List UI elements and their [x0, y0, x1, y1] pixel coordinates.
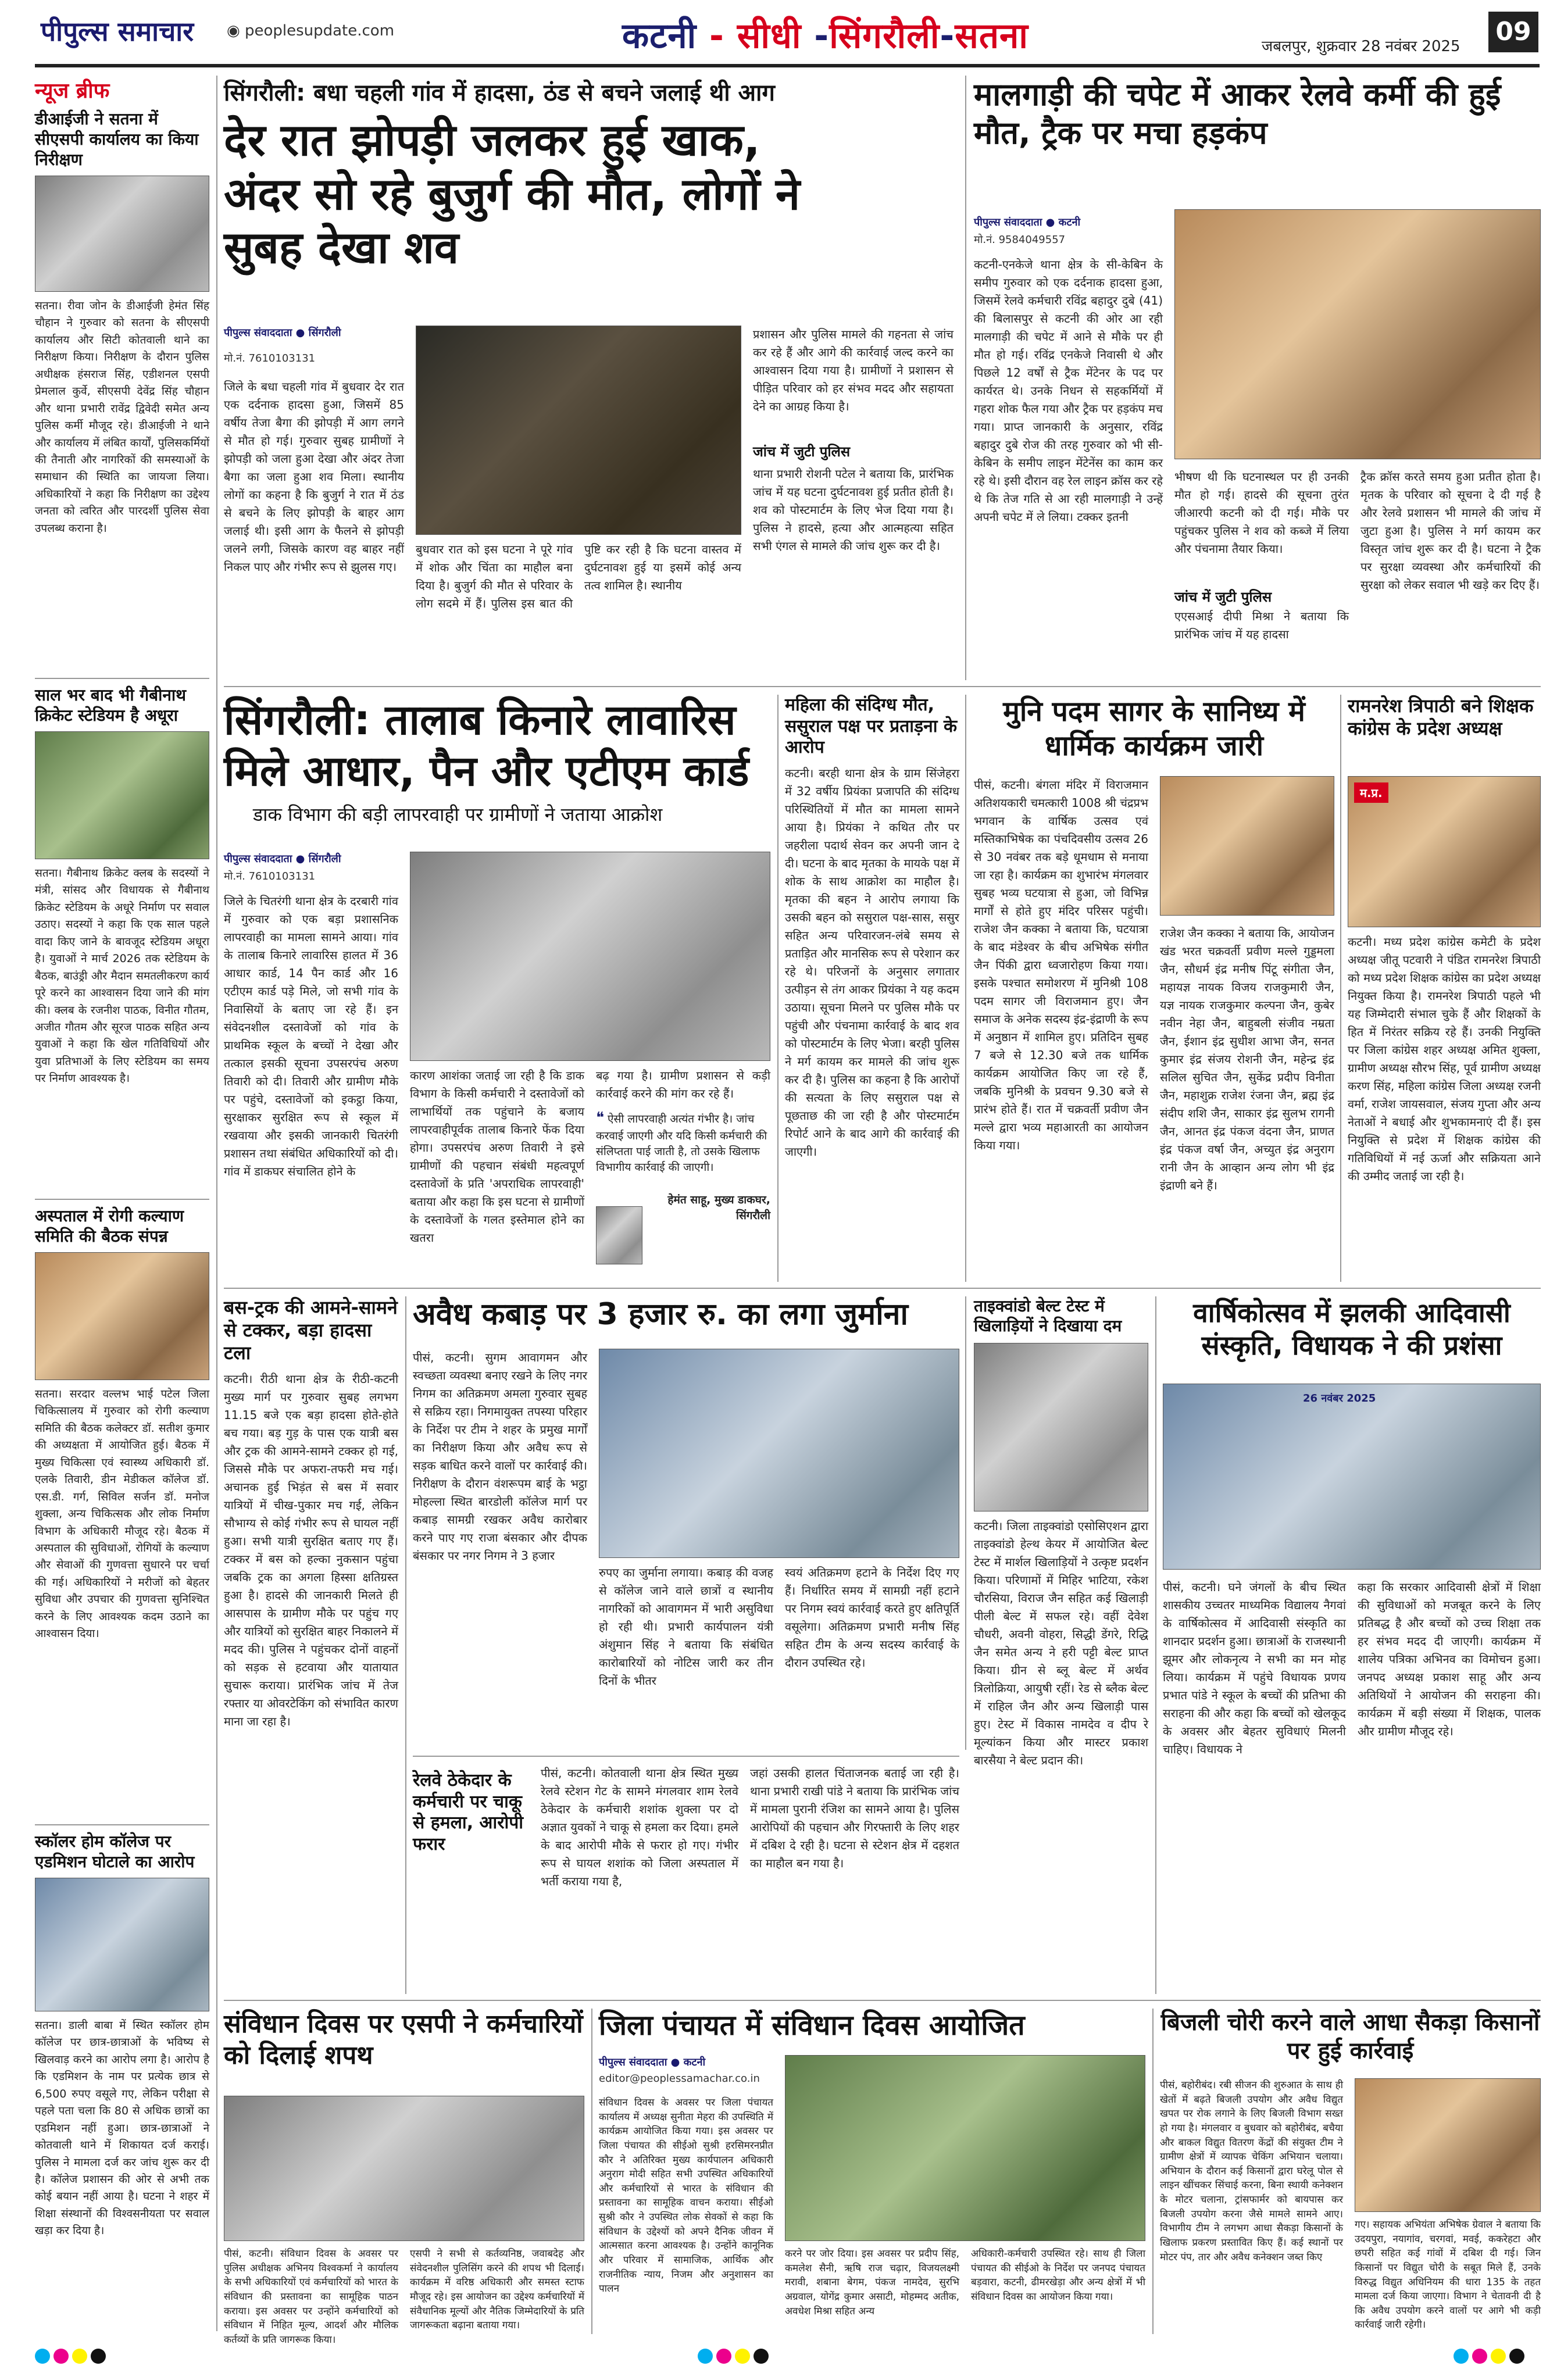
news-brief-column — [35, 76, 209, 2331]
official-portrait — [596, 1206, 642, 1264]
story-headline: वार्षिकोत्सव में झलकी आदिवासी संस्कृति, विधायक ने की प्रशंसा — [1193, 1297, 1510, 1361]
story-tripathi-appointed — [1348, 695, 1541, 1282]
story-headline: संविधान दिवस पर एसपी ने कर्मचारियों को दिलाई शपथ — [224, 2009, 583, 2070]
story-headline: महिला की संदिग्ध मौत, ससुराल पक्ष पर प्रताड़ना के आरोप — [785, 695, 958, 758]
column-divider — [405, 1296, 406, 1994]
brief-body-2: सतना। गैबीनाथ क्रिकेट क्लब के सदस्यों ने मंत्री, सांसद और विधायक से गैबीनाथ क्रिकेट स्टेडियम के अधूरे निर्माण पर सवाल उठाए। सदस्यों ने कहा कि एक साल पहले वादा किए जाने के बावजूद स्टेडियम अधूरा है। युवाओं ने मार्च 2026 तक स्टेडियम के बैठक, बाउंड्री और मैदान समतलीकरण कार्य पूरे करने का आश्वासन दिया जाने की मांग की। क्लब के रजनीश पाठक, विनीत गौतम, अजीत गौतम और सूरज पाठक सहित अन्य युवाओं ने कहा कि खेल गतिविधियों और युवा प्रतिभाओं के लिए स्टेडियम का समय पर निर्माण आवश्यक है। — [35, 867, 209, 1085]
brief-photo-1 — [35, 176, 209, 292]
site-url[interactable]: ◉ peoplesupdate.com — [227, 22, 395, 40]
story-hut-fire — [224, 76, 956, 680]
story-col-2: गए। सहायक अभियंता अभिषेक ग्रेवाल ने बताया कि उदयपुरा, नयागांव, चरगवां, मवई, ककरेहटा और छपरी सहित कई गांवों में दबिश दी गई। जिन किसानों पर विद्युत चोरी के सबूत मिले हैं, उनके विरुद्ध विद्युत अधिनियम की धारा 135 के तहत मामला दर्ज किया जाएगा। विभाग ने चेतावनी दी है कि अवैध उपयोग करने वालों पर आगे भी कड़ी कार्रवाई जारी रहेगी। — [1355, 2219, 1541, 2331]
story-col-1: जिले के बधा चहली गांव में बुधवार देर रात एक दर्दनाक हादसा हुआ, जिसमें 85 वर्षीय तेजा बैगा की झोपड़ी में आग लगने से मौत हो गई। गुरुवार सुबह ग्रामीणों ने झोपड़ी को जला हुआ देखा और अंदर तेजा बैगा का जला हुआ शव मिला। स्थानीय लोगों का कहना है कि बुजुर्ग ने रात में ठंड से बचने के लिए झोपड़ी के बाहर आग जलाई थी। इसी आग के फैलने से झोपड़ी जलने लगी, जिसके कारण वह बाहर नहीं निकल पाए और गंभीर रूप से झुलस गए। — [224, 380, 404, 574]
brief-title-1: डीआईजी ने सतना में सीएसपी कार्यालय का किया निरीक्षण — [35, 109, 199, 169]
divider — [35, 678, 209, 679]
story-col-2: बुधवार रात को इस घटना ने पूरे गांव में शोक और चिंता का माहौल बना दिया है। बुजुर्ग की मौत से परिवार के लोग सदमे में हैं। पुलिस इस बात की पुष्टि कर रही है कि घटना वास्तव में दुर्घटनावश हुई या इसमें कोई अन्य तत्व शामिल है। स्थानीय — [416, 542, 741, 610]
story-col-2: राजेश जैन कक्का ने बताया कि, आयोजन खंड भरत चक्रवर्ती प्रवीण मल्ले गुड्डमला जैन, सौधर्म इंद्र मनीष पिंटू संगीता जैन, महायज्ञ नायक विजय राजकुमारी जैन, यज्ञ नायक राजकुमार कल्पना जैन, कुबेर नवीन नेहा जैन, बाहुबली संजीव नम्रता जैन, ईशान इंद्र सुधीश आभा जैन, सनत कुमार इंद्र संजय रोशनी जैन, महेन्द्र इंद्र सलिल सुचित जैन, सुकेंद्र प्रदीप विनीता जैन, महाशुक्र राजेश रंजना जैन, ब्रह्म इंद्र संदीप शशि जैन, साकार इंद्र सुलभ रागनी जैन, आनत इंद्र पंकज वंदना जैन, प्राणत इंद्र पंकज वर्षा जैन, अच्युत इंद्र अनुराग रानी जैन के आव्हान अन्य लोग भी इंद्र इंद्राणी बने हैं। — [1160, 926, 1334, 1192]
column-divider — [777, 695, 779, 1282]
story-col-2: कहा कि सरकार आदिवासी क्षेत्रों में शिक्षा की सुविधाओं को मजबूत करने के लिए प्रतिबद्ध है और बच्चों को उच्च शिक्षा तक हर संभव मदद दी जाएगी। कार्यक्रम में शालेय पत्रिका अभिनव का विमोचन हुआ। जनपद अध्यक्ष प्रकाश साहू और अन्य अतिथियों ने आयोजन की सराहना की। कार्यक्रम में बड़ी संख्या में शिक्षक, पालक और ग्रामीण मौजूद रहे। — [1358, 1580, 1541, 1738]
yellow-dot-icon — [72, 2349, 87, 2364]
story-bus-truck — [224, 1296, 398, 1994]
cyan-dot-icon — [1454, 2349, 1469, 2364]
story-knife-attack — [413, 1764, 959, 1994]
section-divider — [224, 2000, 1541, 2001]
column-divider — [1155, 1296, 1156, 1994]
column-divider — [965, 76, 966, 680]
story-col-3b: थाना प्रभारी रोशनी पटेल ने बताया कि, प्रारंभिक जांच में यह घटना दुर्घटनावश हुई प्रतीत होती है। शव को पोस्टमार्टम के लिए भेज दिया गया है। पुलिस ने हादसे, हत्या और आत्महत्या सहित सभी एंगल से मामले की जांच शुरू कर दी है। — [753, 467, 954, 553]
story-photo-scrap — [599, 1349, 959, 1558]
story-col-1: संविधान दिवस के अवसर पर जिला पंचायत कार्यालय में अध्यक्ष सुनीता मेहरा की उपस्थिति में कार्यक्रम आयोजित किया गया। इस अवसर पर जिला पंचायत की सीईओ सुश्री हरसिमरनप्रीत कौर ने अतिरिक्त मुख्य कार्यपालन अधिकारी अनुराग मोदी सहित सभी उपस्थित अधिकारियों और कर्मचारियों से भारत के संविधान की प्रस्तावना का सामूहिक वाचन कराया। सीईओ सुश्री कौर ने उपस्थित लोक सेवकों से कहा कि संविधान के उद्देश्यों को अपने दैनिक जीवन में आत्मसात करना आवश्यक है। उन्होंने कानूनिक और परिवार में सामाजिक, आर्थिक और राजनीतिक न्याय, निजम और अनुशासन का पालन — [599, 2097, 773, 2295]
story-constitution-sp — [224, 2009, 584, 2346]
yellow-dot-icon — [1491, 2349, 1506, 2364]
column-divider — [1340, 695, 1341, 1282]
story-woman-death — [785, 695, 959, 1282]
globe-icon: ◉ — [227, 22, 245, 40]
column-divider — [965, 1296, 966, 1750]
divider — [35, 1199, 209, 1200]
print-registration-marks — [698, 2349, 772, 2366]
city-list: कटनी - सीधी -सिंगरौली-सतना — [622, 16, 1029, 56]
reporter-mobile: मो.नं. 7610103131 — [224, 352, 316, 364]
story-headline: रामनरेश त्रिपाठी बने शिक्षक कांग्रेस के प्रदेश अध्यक्ष — [1348, 695, 1534, 740]
pull-quote — [596, 1107, 770, 1223]
photo-banner-text: म.प्र. — [1354, 782, 1388, 803]
quote-icon: ❝ — [596, 1109, 604, 1127]
byline: पीपुल्स संवाददाता ● सिंगरौली — [224, 327, 341, 339]
story-body: कटनी। मध्य प्रदेश कांग्रेस कमेटी के प्रदेश अध्यक्ष जीतू पटवारी ने पंडित रामनरेश त्रिपाठी को मध्य प्रदेश शिक्षक कांग्रेस का प्रदेश अध्यक्ष नियुक्त किया है। रामनरेश त्रिपाठी पहले भी यह जिम्मेदारी संभाल चुके हैं और शिक्षकों के हित में निरंतर सक्रिय रहे हैं। उनकी नियुक्ति पर जिला कांग्रेस शहर अध्यक्ष अमित शुक्ला, ग्रामीण अध्यक्ष सौरभ सिंह, पूर्व ग्रामीण अध्यक्ष करण सिंह, महिला कांग्रेस जिला अध्यक्ष रजनी वर्मा, राजेश जायसवाल, संजय गुप्ता और अन्य नेताओं ने बधाई और शुभकामनाएं दी हैं। इस नियुक्ति से प्रदेश में शिक्षक कांग्रेस की गतिविधियों में नई ऊर्जा और सक्रियता आने की उम्मीद जताई जा रही है। — [1348, 935, 1541, 1183]
brief-title-2: साल भर बाद भी गैबीनाथ क्रिकेट स्टेडियम है अधूरा — [35, 685, 187, 725]
story-photo-burnt-hut — [416, 326, 741, 535]
magenta-dot-icon — [716, 2349, 731, 2364]
column-divider — [1152, 2009, 1154, 2334]
story-photo-cards — [410, 852, 770, 1061]
story-railway-death — [974, 76, 1541, 680]
print-registration-marks — [35, 2349, 109, 2366]
story-col-1: कटनी-एनकेजे थाना क्षेत्र के सी-केबिन के समीप गुरुवार को एक दर्दनाक हादसा हुआ, जिसमें रेलवे कर्मचारी रविंद्र बहादुर दुबे (41) की बिलासपुर से कटनी की ओर आ रही मालगाड़ी की चपेट में आने से मौके पर ही मौत हो गई। रविंद्र एनकेजे निवासी थे और पिछले 12 वर्षों से ट्रैक मेंटेनर के पद पर कार्यरत थे। उनके निधन से सहकर्मियों में गहरा शोक फैल गया और ट्रैक पर हड़कंप मच गया। प्राप्त जानकारी के अनुसार, रविंद्र बहादुर दुबे रोज की तरह गुरुवार को भी सी-केबिन के समीप लाइन मेंटेनेंस का काम कर रहे थे। इसी दौरान वह रेल लाइन क्रॉस कर रहे थे कि तेज गति से आ रही मालगाड़ी ने उन्हें अपनी चपेट में ले लिया। टक्कर इतनी — [974, 258, 1163, 524]
story-electricity-theft — [1160, 2009, 1541, 2334]
story-col-2: एसपी ने सभी से कर्तव्यनिष्ठ, जवाबदेह और संवेदनशील पुलिसिंग करने की शपथ भी दिलाई। कार्यक्रम में वरिष्ठ अधिकारी और समस्त स्टाफ मौजूद रहे। इस आयोजन का उद्देश्य कर्मचारियों में संवैधानिक मूल्यों और नैतिक जिम्मेदारियों के प्रति जागरूकता बढ़ाना बताया गया। — [410, 2248, 584, 2332]
story-col-1: पीसं, कटनी। घने जंगलों के बीच स्थित शासकीय उच्चतर माध्यमिक विद्यालय नैगवां के वार्षिकोत्सव में आदिवासी संस्कृति का शानदार प्रदर्शन हुआ। छात्राओं के राजस्थानी झूमर और लोकनृत्य ने सभी का मन मोह लिया। कार्यक्रम में पहुंचे विधायक प्रणय प्रभात पांडे ने स्कूल के बच्चों की प्रतिभा की सराहना की और कहा कि बच्चों को खेलकूद के अवसर और बेहतर सुविधाएं मिलनी चाहिए। विधायक ने — [1163, 1580, 1346, 1756]
section-divider — [224, 1288, 1541, 1289]
story-annual-function — [1163, 1296, 1541, 1994]
story-deck: डाक विभाग की बड़ी लापरवाही पर ग्रामीणों ने जताया आक्रोश — [253, 803, 663, 826]
story-col-3: स्वयं अतिक्रमण हटाने के निर्देश दिए गए हैं। निर्धारित समय में सामग्री नहीं हटाने पर निगम स्वयं कार्रवाई करते हुए क्षतिपूर्ति वसूलेगा। अतिक्रमण प्रभारी मनीष सिंह सहित टीम के अन्य सदस्य कार्रवाई के दौरान उपस्थित रहे। — [785, 1566, 959, 1670]
brand-logo: पीपुल्स समाचार — [41, 16, 194, 47]
story-headline: रेलवे ठेकेदार के कर्मचारी पर चाकू से हमला, आरोपी फरार — [413, 1770, 524, 1854]
story-col-3: ट्रैक क्रॉस करते समय हुआ प्रतीत होता है। मृतक के परिवार को सूचना दे दी गई है और रेलवे प्रशासन भी मामले की जांच में जुटा हुआ है। पुलिस ने मर्ग कायम कर विस्तृत जांच शुरू कर दी है। घटना ने ट्रैक पर सुरक्षा व्यवस्था और कर्मचारियों की सुरक्षा को लेकर सवाल भी खड़े कर दिए हैं। — [1360, 470, 1541, 592]
byline: पीपुल्स संवाददाता ● कटनी — [599, 2056, 706, 2068]
story-col-2: जहां उसकी हालत चिंताजनक बताई जा रही है। थाना प्रभारी राखी पांडे ने बताया कि प्रारंभिक जांच में मामला पुरानी रंजिश का सामने आया है। पुलिस आरोपियों की पहचान और गिरफ्तारी के लिए शहर में दबिश दे रही है। घटना से स्टेशन क्षेत्र में दहशत का माहौल बन गया है। — [750, 1766, 959, 1870]
byline: पीपुल्स संवाददाता ● सिंगरौली — [224, 853, 341, 865]
news-brief-tag: न्यूज ब्रीफ — [35, 78, 110, 103]
story-col-1: पीसं, कटनी। सुगम आवागमन और स्वच्छता व्यवस्था बनाए रखने के लिए नगर निगम का अतिक्रमण अमला गुरुवार सुबह से सक्रिय रहा। निगमायुक्त तपस्या परिहार के निर्देश पर टीम ने शहर के प्रमुख मार्गों का निरीक्षण किया और अवैध रूप से सड़क बाधित करने वालों पर कार्रवाई की। निरीक्षण के दौरान वंशरूपम बाई के भट्ठा मोहल्ला स्थित बारडोली कॉलेज मार्ग पर कबाड़ सामग्री रखकर अवैध कारोबार करने पाए गए राजा बंसकार और दीपक बंसकार पर नगर निगम ने 3 हजार — [413, 1350, 588, 1563]
story-photo-railway — [1174, 209, 1541, 459]
column-divider — [216, 76, 217, 2331]
story-body: कटनी। बरही थाना क्षेत्र के ग्राम सिंजेहरा में 32 वर्षीय प्रियंका प्रजापति की संदिग्ध परिस्थितियों में मौत का मामला सामने आया है। प्रियंका ने कथित तौर पर जहरीला पदार्थ सेवन कर अपनी जान दे दी। घटना के बाद मृतका के मायके पक्ष में शोक के साथ आक्रोश का माहौल है। मृतका की बहन ने आरोप लगाया कि उसकी बहन को ससुराल पक्ष-सास, ससुर सहित अन्य परिवारजन-लंबे समय से प्रताड़ित और मानसिक रूप से परेशान कर रहे थे। परिजनों के अनुसार लगातार उत्पीड़न से तंग आकर प्रियंका ने यह कदम उठाया। सूचना मिलने पर पुलिस मौके पर पहुंची और पंचनामा कार्रवाई के बाद शव को पोस्टमार्टम के लिए भेजा। बरही पुलिस ने मर्ग कायम कर मामले की जांच शुरू कर दी है। पुलिस का कहना है कि आरोपों की सत्यता के लिए ससुराल पक्ष से पूछताछ की जा रही है और पोस्टमार्टम रिपोर्ट आने के बाद आगे की कार्रवाई की जाएगी। — [785, 766, 959, 1159]
brief-photo-2 — [35, 731, 209, 859]
cyan-dot-icon — [35, 2349, 50, 2364]
masthead-rule — [35, 64, 1540, 67]
black-dot-icon — [1509, 2349, 1524, 2364]
story-col-1: पीसं, कटनी। बंगला मंदिर में विराजमान अतिशयकारी चमत्कारी 1008 श्री चंद्रप्रभ भगवान के वार्षिक उत्सव एवं मस्तिकाभिषेक का पंचदिवसीय उत्सव 26 से 30 नवंबर तक बड़े धूमधाम से मनाया जा रहा है। कार्यक्रम का शुभारंभ मंगलवार सुबह भव्य घटयात्रा से हुआ, जो विभिन्न मार्गों से होते हुए मंदिर परिसर पहुंची। राजेश जैन कक्का ने बताया कि, घटयात्रा के बाद मंडेश्वर के बीच अभिषेक संगीत जैन पिंकी द्वारा ध्वजारोहण किया गया। इसके पश्चात समोशरण में मुनिश्री 108 पदम सागर जी विराजमान हुए। जैन समाज के अनेक सदस्य इंद्र-इंद्राणी के रूप में अनुष्ठान में शामिल हुए। प्रतिदिन सुबह 7 बजे से 12.30 बजे तक धार्मिक कार्यक्रम आयोजित किए जा रहे हैं, जबकि मुनिश्री के प्रवचन 9.30 बजे से प्रारंभ होते हैं। रात में चक्रवर्ती प्रवीण जैन मल्ले द्वारा भव्य महाआरती का आयोजन किया गया। — [974, 778, 1148, 1152]
story-headline: जिला पंचायत में संविधान दिवस आयोजित — [599, 2009, 1025, 2042]
story-photo-theft — [1355, 2078, 1541, 2212]
story-taekwondo — [974, 1296, 1148, 1994]
story-headline: ताइक्वांडो बेल्ट टेस्ट में खिलाड़ियों ने दिखाया दम — [974, 1296, 1122, 1336]
story-body: कटनी। जिला ताइक्वांडो एसोसिएशन द्वारा ताइक्वांडो हेल्थ केयर में आयोजित बेल्ट टेस्ट में मार्शल खिलाड़ियों ने उत्कृष्ट प्रदर्शन किया। परिणामों में मिहिर भाटिया, रकेश चौरसिया, विराज जैन सहित कई खिलाड़ी पीली बेल्ट में सफल रहे। वहीं देवेश चौधरी, अवनी वोहरा, सिद्धी डेंगरे, रिद्धि जैन समेत अन्य ने हरी पट्टी बेल्ट प्राप्त किया। ग्रीन से ब्लू बेल्ट में अर्थव त्रिलोक्रिया, आयुषी रहीं। रेड से ब्लैक बेल्ट में राहिल जैन और अन्य खिलाड़ी पास हुए। टेस्ट में विकास नामदेव व दीप रे मूल्यांकन किया और मास्टर प्रकाश बारसैया ने बेल्ट प्रदान की। — [974, 1519, 1148, 1768]
story-col-1: पीसं, कटनी। कोतवाली थाना क्षेत्र स्थित मुख्य रेलवे स्टेशन गेट के सामने मंगलवार शाम रेलवे ठेकेदार के कर्मचारी शशांक शुक्ला पर दो अज्ञात युवकों ने चाकू से हमला कर दिया। हमले के बाद आरोपी मौके से फरार हो गए। गंभीर रूप से घायल शशांक को जिला अस्पताल में भर्ती कराया गया है, — [541, 1766, 738, 1888]
story-headline: अवैध कबाड़ पर 3 हजार रु. का लगा जुर्माना — [413, 1297, 909, 1332]
black-dot-icon — [91, 2349, 106, 2364]
story-headline: मुनि पदम सागर के सानिध्य में धार्मिक कार्यक्रम जारी — [1003, 695, 1305, 762]
yellow-dot-icon — [735, 2349, 750, 2364]
story-col-2: रुपए का जुर्माना लगाया। कबाड़ की वजह से कॉलेज जाने वाले छात्रों व स्थानीय नागरिकों को आवागमन में भारी असुविधा हो रही थी। प्रभारी कार्यपालन यंत्री अंशुमान सिंह ने बताया कि संबंधित कारोबारियों को नोटिस जारी कर तीन दिनों के भीतर — [599, 1566, 773, 1688]
brief-title-3: अस्पताल में रोगी कल्याण समिति की बैठक संपन्न — [35, 1206, 184, 1246]
brief-body-3: सतना। सरदार वल्लभ भाई पटेल जिला चिकित्सालय में गुरुवार को रोगी कल्याण समिति की बैठक कलेक्टर डॉ. सतीश कुमार की अध्यक्षता में आयोजित हुई। बैठक में मुख्य चिकित्सा एवं स्वास्थ्य अधिकारी डॉ. एलके तिवारी, डीन मेडीकल कॉलेज डॉ. एस.डी. गर्ग, सिविल सर्जन डॉ. मनोज शुक्ला, अन्य चिकित्सक और लोक निर्माण विभाग के अधिकारी मौजूद रहे। बैठक में अस्पताल की सुविधाओं, रोगियों के कल्याण और सेवाओं की गुणवत्ता सुधारने पर चर्चा की गई। अधिकारियों ने मरीजों को बेहतर सुविधा और उपचार की गुणवत्ता सुनिश्चित करने के लिए आवश्यक कदम उठाने का आश्वासन दिया। — [35, 1388, 209, 1641]
editor-email[interactable]: editor@peoplessamachar.co.in — [599, 2072, 760, 2085]
masthead — [0, 0, 1557, 64]
story-zila-panchayat — [599, 2009, 1145, 2334]
story-photo-tripathi — [1348, 776, 1541, 927]
story-col-1: पीसं, बहोरीबंद। रबी सीजन की शुरुआत के साथ ही खेतों में बढ़ते बिजली उपयोग और अवैध विद्युत खपत पर रोक लगाने के लिए बिजली विभाग सख्त हो गया है। मंगलवार व बुधवार को बहोरीबंद, बचैया और बाकल विद्युत वितरण केंद्रों की संयुक्त टीम ने ग्रामीण क्षेत्रों में व्यापक चेकिंग अभियान चलाया। अभियान के दौरान कई किसानों द्वारा घरेलू पोल से लाइन खींचकर सिंचाई करना, बिना स्थायी कनेक्शन के मोटर चलाना, ट्रांसफार्मर को बायपास कर बिजली उपयोग करना जैसे मामले सामने आए। विभागीय टीम ने लगभग आधा सैकड़ा किसानों के खिलाफ प्रकरण प्रस्तावित किए हैं। कई स्थानों पर मोटर पंप, तार और अवैध कनेक्शन जब्त किए — [1160, 2079, 1343, 2263]
brief-body-4: सतना। डाली बाबा में स्थित स्कॉलर होम कॉलेज पर छात्र-छात्राओं के भविष्य से खिलवाड़ करने का आरोप लगा है। आरोप है कि एडमिशन के नाम पर प्रत्येक छात्र से 6,500 रुपए वसूले गए, लेकिन परीक्षा से पहले पता चला कि 80 से अधिक छात्रों का एडमिशन नहीं हुआ। छात्र-छात्राओं ने कोतवाली थाने में शिकायत दर्ज कराई। पुलिस ने मामला दर्ज कर जांच शुरू कर दी है। कॉलेज प्रशासन की ओर से अभी तक कोई बयान नहीं आया है। घटना ने शहर में शिक्षा संस्थानों की विश्वसनीयता पर सवाल खड़ा कर दिया है। — [35, 2019, 209, 2238]
story-headline: देर रात झोपड़ी जलकर हुई खाक, अंदर सो रहे बुजुर्ग की मौत, लोगों ने सुबह देखा शव — [224, 114, 801, 274]
brief-photo-3 — [35, 1252, 209, 1380]
brief-photo-4 — [35, 1878, 209, 2011]
reporter-mobile: मो.नं. 9584049557 — [974, 234, 1066, 246]
story-col-1: पीसं, कटनी। संविधान दिवस के अवसर पर पुलिस अधीक्षक अभिनय विश्वकर्मा ने कार्यालय के सभी अधिकारियों एवं कर्मचारियों को भारत के संविधान की प्रस्तावना का सामूहिक पाठन कराया। इस अवसर पर उन्होंने कर्मचारियों को संविधान में निहित मूल्य, आदर्श और मौलिक कर्तव्यों के प्रति जागरूक किया। — [224, 2248, 398, 2346]
story-col-3: बढ़ गया है। ग्रामीण प्रशासन से कड़ी कार्रवाई करने की मांग कर रहे हैं। — [596, 1069, 770, 1100]
story-cards-found — [224, 695, 770, 1282]
story-col-2: कारण आशंका जताई जा रही है कि डाक विभाग के किसी कर्मचारी ने दस्तावेजों को लाभार्थियों तक पहुंचाने के बजाय लापरवाहीपूर्वक तालाब किनारे फेंक दिया होगा। उपसरपंच अरुण तिवारी ने इसे ग्रामीणों की पहचान संबंधी महत्वपूर्ण दस्तावेजों के प्रति 'अपराधिक लापरवाही' बताया और कहा कि इस घटना से ग्रामीणों के दस्तावेजों के गलत इस्तेमाल होने का खतरा — [410, 1069, 584, 1245]
story-photo-panchayat — [785, 2055, 1145, 2241]
story-headline: बिजली चोरी करने वाले आधा सैकड़ा किसानों पर हुई कार्रवाई — [1160, 2009, 1540, 2064]
story-col-3: प्रशासन और पुलिस मामले की गहनता से जांच कर रहे हैं और आगे की कार्रवाई जल्द करने का आश्वासन दिया गया है। ग्रामीणों ने प्रशासन से पीड़ित परिवार को हर संभव मदद और सहायता देने का आग्रह किया है। — [753, 327, 954, 413]
byline: पीपुल्स संवाददाता ● कटनी — [974, 216, 1081, 228]
story-subhead: जांच में जुटी पुलिस — [1174, 589, 1272, 605]
section-divider — [413, 1756, 959, 1757]
section-divider — [224, 686, 1541, 687]
story-muni-program — [974, 695, 1334, 1282]
story-headline: सिंगरौली: तालाब किनारे लावारिस मिले आधार, पैन और एटीएम कार्ड — [224, 695, 749, 795]
quote-attribution: हेमंत साहू, मुख्य डाकघर, सिंगरौली — [667, 1193, 770, 1222]
story-photo-sp-oath — [224, 2096, 584, 2241]
divider — [35, 1824, 209, 1825]
story-col-1: जिले के चितरंगी थाना क्षेत्र के दरबारी गांव में गुरुवार को एक बड़ा प्रशासनिक लापरवाही का मामला सामने आया। गांव के तालाब किनारे लावारिस हालत में 36 आधार कार्ड, 14 पैन कार्ड और 16 एटीएम कार्ड पड़े मिले, जो सभी गांव के निवासियों के बताए जा रहे हैं। इन संवेदनशील दस्तावेजों को गांव के प्राथमिक स्कूल के बच्चों ने देखा और तत्काल इसकी सूचना उपसरपंच अरुण तिवारी को दी। तिवारी और ग्रामीण मौके पर पहुंचे, दस्तावेजों को इकट्ठा किया, सुरक्षाकर सुरक्षित रूप से स्कूल में रखवाया और इसकी जानकारी चितरंगी प्रशासन तथा संबंधित अधिकारियों को दी। गांव में डाकघर संचालित होने के — [224, 894, 398, 1178]
story-photo-function — [1163, 1384, 1541, 1570]
page-number: 09 — [1488, 12, 1538, 52]
print-registration-marks — [1454, 2349, 1528, 2366]
story-col-2b: एएसआई दीपी मिश्रा ने बताया कि प्रारंभिक जांच में यह हादसा — [1174, 609, 1349, 641]
story-photo-taekwondo — [974, 1343, 1148, 1511]
byline-block — [224, 326, 404, 365]
reporter-mobile: मो.नं. 7610103131 — [224, 870, 316, 882]
brief-title-4: स्कॉलर होम कॉलेज पर एडमिशन घोटाले का आरोप — [35, 1832, 195, 1871]
story-headline: मालगाड़ी की चपेट में आकर रेलवे कर्मी की हुई मौत, ट्रैक पर मचा हड़कंप — [974, 76, 1501, 151]
story-col-3: अधिकारी-कर्मचारी उपस्थित रहे। साथ ही जिला पंचायत की सीईओ के निर्देश पर जनपद पंचायत बड़वारा, कटनी, ढीमरखेड़ा और अन्य क्षेत्रों में भी संविधान दिवस का आयोजन किया गया। — [971, 2248, 1145, 2303]
column-divider — [965, 695, 966, 1282]
story-col-2: करने पर जोर दिया। इस अवसर पर प्रदीप सिंह, कमलेश सैनी, ऋषि राज चढ़ार, विजयलक्ष्मी मरावी, शबाना बेगम, पंकज नामदेव, सुरभि अग्रवाल, योगेंद्र कुमार असाटी, मोहम्मद अतीक, अवधेश मिश्रा सहित अन्य — [785, 2248, 959, 2317]
story-photo-muni — [1160, 776, 1334, 916]
column-divider — [591, 2009, 592, 2334]
story-subhead: जांच में जुटी पुलिस — [753, 444, 851, 460]
story-body: कटनी। रीठी थाना क्षेत्र के रीठी-कटनी मुख्य मार्ग पर गुरुवार सुबह लगभग 11.15 बजे एक बड़ा हादसा होते-होते बच गया। बड़ गुड़ के पास एक यात्री बस और ट्रक की आमने-सामने टक्कर हो गई, जिससे मौके पर अफरा-तफरी मच गई। अचानक हुई भिड़ंत से बस में सवार यात्रियों में चीख-पुकार मच गई, लेकिन सौभाग्य से कोई गंभीर रूप से घायल नहीं हुआ। सभी यात्री सुरक्षित बताए गए हैं। टक्कर में बस को हल्का नुकसान पहुंचा जबकि ट्रक का अगला हिस्सा क्षतिग्रस्त हुआ है। हादसे की जानकारी मिलते ही आसपास के ग्रामीण मौके पर पहुंच गए और यात्रियों को सुरक्षित बाहर निकालने में मदद की। पुलिस ने पहुंचकर दोनों वाहनों को सड़क से हटवाया और यातायात सुचारू कराया। प्रारंभिक जांच में तेज रफ्तार या ओवरटेकिंग को संभावित कारण माना जा रहा है। — [224, 1372, 398, 1729]
black-dot-icon — [753, 2349, 769, 2364]
magenta-dot-icon — [1472, 2349, 1487, 2364]
magenta-dot-icon — [53, 2349, 69, 2364]
brief-body-1: सतना। रीवा जोन के डीआईजी हेमंत सिंह चौहान ने गुरुवार को सतना के सीएसपी कार्यालय और सिटी कोतवाली थाने का निरीक्षण किया। निरीक्षण के दौरान पुलिस अधीक्षक हंसराज सिंह, एडीशनल एसपी प्रेमलाल कुर्वे, सीएसपी देवेंद्र सिंह चौहान और थाना प्रभारी रावेंद्र द्विवेदी समेत अन्य पुलिस कर्मी मौजूद रहे। डीआईजी ने थाने और कार्यालय में लंबित कार्यों, पुलिसकर्मियों की तैनाती और नागरिकों की समस्याओं के समाधान की स्थिति का जायजा लिया। अधिकारियों ने कहा कि निरीक्षण का उद्देश्य जनता को त्वरित और पारदर्शी पुलिस सेवा उपलब्ध कराना है। — [35, 299, 209, 535]
edition-date: जबलपुर, शुक्रवार 28 नवंबर 2025 — [1262, 38, 1460, 55]
photo-banner-text: 26 नवंबर 2025 — [1303, 1392, 1376, 1405]
quote-text: ❝ ऐसी लापरवाही अत्यंत गंभीर है। जांच करवाई जाएगी और यदि किसी कर्मचारी की संलिप्तता पाई जाती है, तो उसके खिलाफ विभागीय कार्रवाई की जाएगी। — [596, 1109, 767, 1174]
story-col-2: भीषण थी कि घटनास्थल पर ही उनकी मौत हो गई। हादसे की सूचना तुरंत जीआरपी कटनी को दी गई। मौके पर पहुंचकर पुलिस ने शव को कब्जे में लिया और पंचनामा तैयार किया। — [1174, 470, 1349, 556]
story-scrap-fine — [413, 1296, 959, 1750]
story-kicker: सिंगरौली: बधा चहली गांव में हादसा, ठंड से बचने जलाई थी आग — [224, 80, 775, 106]
cyan-dot-icon — [698, 2349, 713, 2364]
story-headline: बस-ट्रक की आमने-सामने से टक्कर, बड़ा हादसा टला — [224, 1296, 398, 1364]
